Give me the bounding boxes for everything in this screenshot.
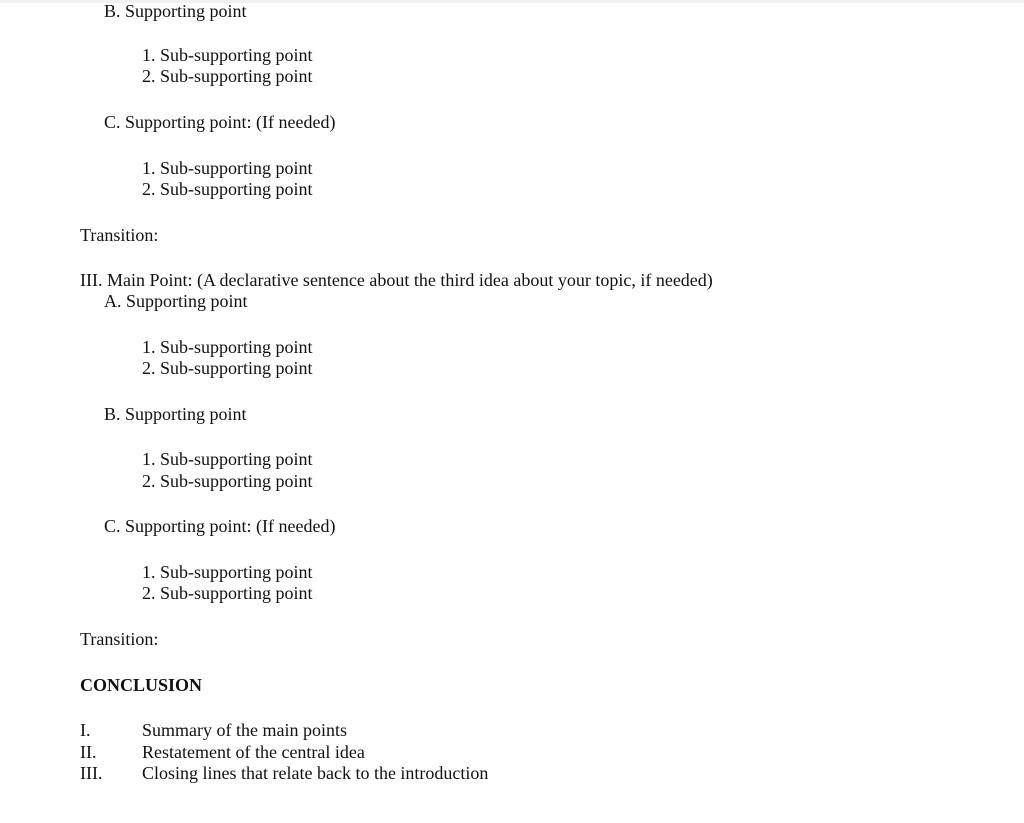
sub-point-number: 2. (142, 583, 156, 603)
support-c-text: Supporting point: (If needed) (125, 112, 336, 132)
support-a-line (104, 290, 248, 312)
support-b-line (104, 0, 247, 22)
sub-point-line (142, 582, 313, 604)
sub-point-line (142, 157, 313, 179)
main-point-text: Main Point: (A declarative sentence about the third idea about your topic, if needed) (106, 270, 713, 290)
support-c-line (104, 515, 335, 537)
sub-point-text: Sub-supporting point (160, 158, 313, 178)
sub-point-number: 2. (142, 179, 156, 199)
sub-point-line (142, 470, 313, 492)
support-c-line (104, 111, 335, 133)
conclusion-item-text: Closing lines that relate back to the introduction (142, 763, 489, 783)
sub-point-number: 2. (142, 66, 156, 86)
conclusion-item-number: III. (80, 763, 103, 783)
sub-point-text: Sub-supporting point (160, 449, 313, 469)
support-b-line (104, 403, 247, 425)
sub-point-number: 1. (142, 337, 156, 357)
transition-label: Transition: (80, 629, 159, 649)
sub-point-text: Sub-supporting point (160, 358, 313, 378)
support-c-label: C. (104, 112, 121, 132)
support-a-label: A. (104, 291, 122, 311)
sub-point-line (142, 178, 313, 200)
sub-point-text: Sub-supporting point (160, 583, 313, 603)
sub-point-number: 1. (142, 158, 156, 178)
support-b-text: Supporting point (125, 1, 247, 21)
sub-point-text: Sub-supporting point (160, 66, 313, 86)
support-b-text: Supporting point (125, 404, 247, 424)
conclusion-item-number: I. (80, 720, 91, 740)
support-a-text: Supporting point (126, 291, 248, 311)
sub-point-text: Sub-supporting point (160, 45, 313, 65)
support-c-label: C. (104, 516, 121, 536)
sub-point-line (142, 336, 313, 358)
sub-point-number: 1. (142, 562, 156, 582)
support-b-label: B. (104, 1, 121, 21)
sub-point-number: 2. (142, 358, 156, 378)
transition-label: Transition: (80, 225, 159, 245)
sub-point-text: Sub-supporting point (160, 337, 313, 357)
main-point-label: III. (80, 270, 103, 290)
sub-point-text: Sub-supporting point (160, 562, 313, 582)
sub-point-line (142, 65, 313, 87)
conclusion-item-text: Restatement of the central idea (142, 742, 365, 762)
sub-point-number: 1. (142, 45, 156, 65)
sub-point-line (142, 448, 313, 470)
sub-point-line (142, 44, 313, 66)
support-b-label: B. (104, 404, 121, 424)
conclusion-item-number: II. (80, 742, 97, 762)
sub-point-number: 1. (142, 449, 156, 469)
support-c-text: Supporting point: (If needed) (125, 516, 336, 536)
sub-point-line (142, 561, 313, 583)
sub-point-line (142, 357, 313, 379)
conclusion-item-text: Summary of the main points (142, 720, 347, 740)
main-point-iii-line (80, 269, 713, 291)
sub-point-text: Sub-supporting point (160, 179, 313, 199)
sub-point-number: 2. (142, 471, 156, 491)
conclusion-heading: CONCLUSION (80, 675, 203, 695)
sub-point-text: Sub-supporting point (160, 471, 313, 491)
